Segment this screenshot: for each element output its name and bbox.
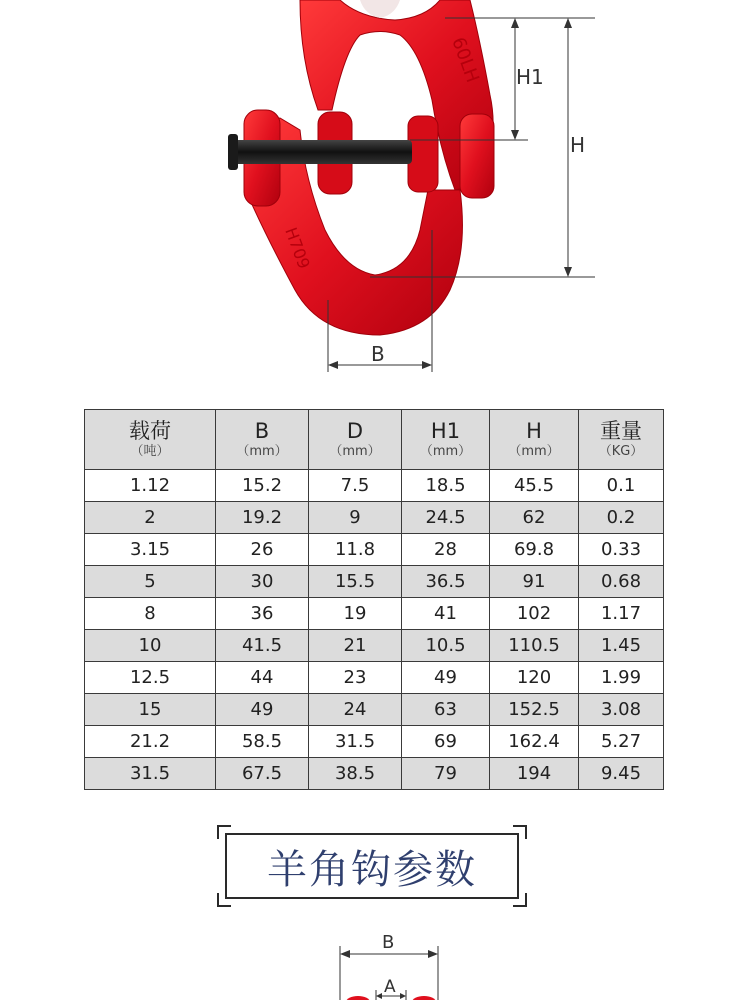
table-cell: 8	[85, 598, 216, 630]
table-cell: 31.5	[309, 726, 402, 758]
table-cell: 24.5	[402, 502, 490, 534]
table-cell: 41	[402, 598, 490, 630]
hook-red-left	[346, 996, 370, 1000]
table-cell: 110.5	[490, 630, 579, 662]
h-dimension-label: H	[570, 133, 586, 157]
table-cell: 62	[490, 502, 579, 534]
table-cell: 36	[216, 598, 309, 630]
table-cell: 194	[490, 758, 579, 790]
hook-a-label: A	[384, 977, 396, 997]
table-cell: 12.5	[85, 662, 216, 694]
table-cell: 120	[490, 662, 579, 694]
table-cell: 69.8	[490, 534, 579, 566]
table-cell: 28	[402, 534, 490, 566]
table-cell: 1.12	[85, 470, 216, 502]
header-d: D （mm）	[309, 410, 402, 470]
table-cell: 10	[85, 630, 216, 662]
table-row	[85, 726, 664, 758]
table-cell: 44	[216, 662, 309, 694]
product-diagram	[0, 0, 750, 390]
table-cell: 162.4	[490, 726, 579, 758]
table-cell: 1.17	[579, 598, 664, 630]
right-lug-inner	[408, 116, 438, 192]
table-cell: 152.5	[490, 694, 579, 726]
table-row	[85, 470, 664, 502]
section-title-frame	[217, 825, 527, 907]
table-cell: 41.5	[216, 630, 309, 662]
table-row	[85, 502, 664, 534]
table-cell: 63	[402, 694, 490, 726]
section-title-box	[225, 833, 519, 899]
table-cell: 3.08	[579, 694, 664, 726]
hook-dimension-illustration	[320, 920, 460, 1000]
table-row	[85, 630, 664, 662]
table-row	[85, 662, 664, 694]
table-cell: 26	[216, 534, 309, 566]
table-cell: 79	[402, 758, 490, 790]
table-cell: 49	[402, 662, 490, 694]
table-cell: 5.27	[579, 726, 664, 758]
table-row	[85, 566, 664, 598]
table-cell: 58.5	[216, 726, 309, 758]
table-cell: 0.68	[579, 566, 664, 598]
table-cell: 1.45	[579, 630, 664, 662]
stamp-text-lower: H709	[281, 224, 314, 272]
table-cell: 30	[216, 566, 309, 598]
table-cell: 31.5	[85, 758, 216, 790]
table-cell: 9.45	[579, 758, 664, 790]
table-row	[85, 758, 664, 790]
connecting-link-illustration	[0, 0, 750, 390]
header-load: 载荷 （吨）	[85, 410, 216, 470]
table-cell: 10.5	[402, 630, 490, 662]
table-cell: 1.99	[579, 662, 664, 694]
table-cell: 69	[402, 726, 490, 758]
hook-b-label: B	[382, 932, 395, 953]
header-b: B （mm）	[216, 410, 309, 470]
section-title: 羊角钩参数	[267, 846, 477, 893]
table-cell: 5	[85, 566, 216, 598]
table-cell: 2	[85, 502, 216, 534]
table-cell: 38.5	[309, 758, 402, 790]
b-dimension-label: B	[371, 342, 385, 366]
table-cell: 19.2	[216, 502, 309, 534]
table-cell: 49	[216, 694, 309, 726]
h1-dimension-label: H1	[516, 65, 544, 89]
table-cell: 24	[309, 694, 402, 726]
table-header-row	[85, 410, 664, 470]
table-cell: 0.33	[579, 534, 664, 566]
table-cell: 102	[490, 598, 579, 630]
header-h: H （mm）	[490, 410, 579, 470]
table-cell: 9	[309, 502, 402, 534]
table-cell: 15.2	[216, 470, 309, 502]
table-row	[85, 694, 664, 726]
table-cell: 3.15	[85, 534, 216, 566]
table-cell: 21	[309, 630, 402, 662]
table-row	[85, 598, 664, 630]
table-cell: 11.8	[309, 534, 402, 566]
hook-red-right	[412, 996, 436, 1000]
table-cell: 36.5	[402, 566, 490, 598]
table-cell: 21.2	[85, 726, 216, 758]
table-cell: 23	[309, 662, 402, 694]
table-cell: 15	[85, 694, 216, 726]
table-cell: 67.5	[216, 758, 309, 790]
table-cell: 7.5	[309, 470, 402, 502]
spec-table	[84, 409, 664, 790]
table-cell: 45.5	[490, 470, 579, 502]
header-weight: 重量 （KG）	[579, 410, 664, 470]
pin	[232, 140, 412, 164]
table-row	[85, 534, 664, 566]
table-cell: 18.5	[402, 470, 490, 502]
table-cell: 0.1	[579, 470, 664, 502]
stamp-text-upper: 60LH	[447, 34, 483, 86]
table-cell: 0.2	[579, 502, 664, 534]
header-h1: H1 （mm）	[402, 410, 490, 470]
right-lug-outer	[460, 114, 494, 198]
hook-diagram	[320, 920, 460, 1000]
table-cell: 19	[309, 598, 402, 630]
table-cell: 91	[490, 566, 579, 598]
table-cell: 15.5	[309, 566, 402, 598]
